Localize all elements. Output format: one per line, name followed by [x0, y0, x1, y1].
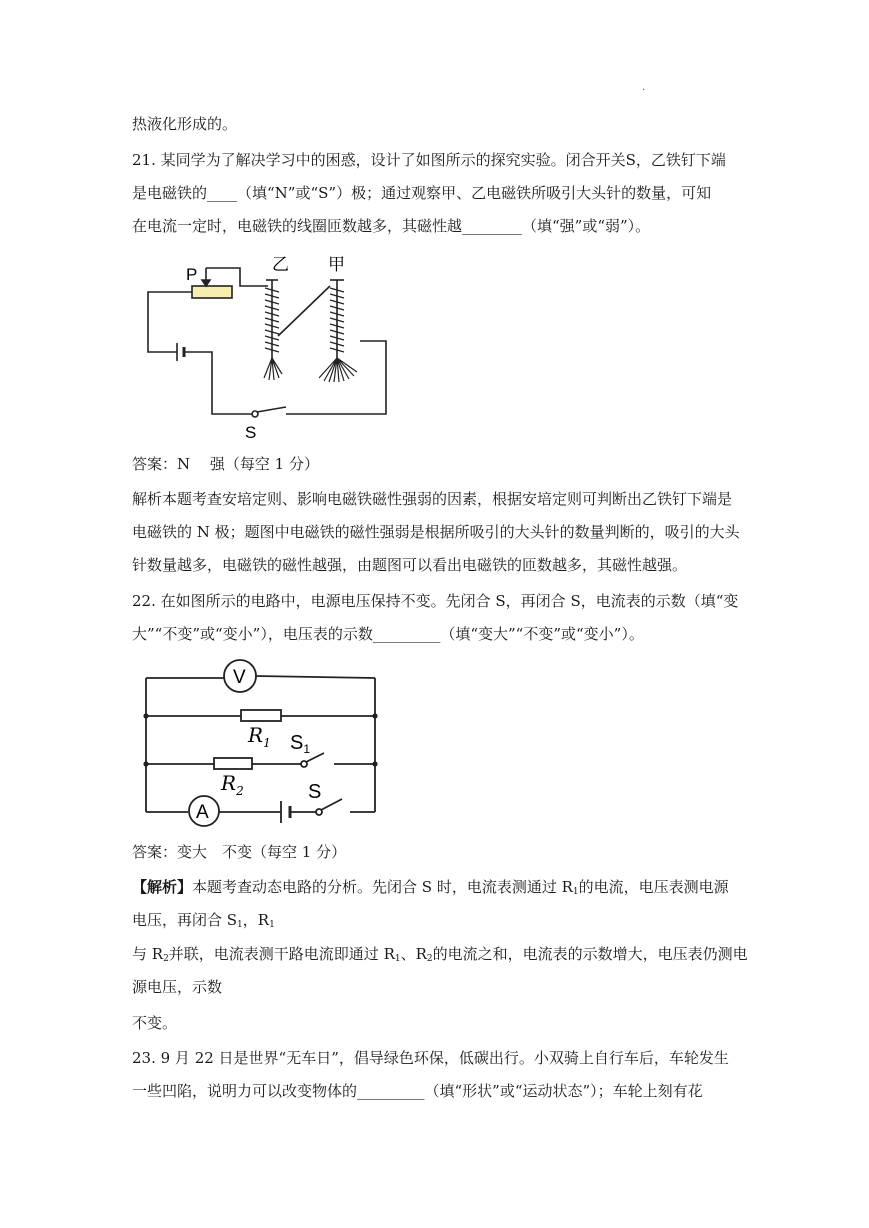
question-21-line-1: 21. 某同学为了解决学习中的困惑，设计了如图所示的探究实验。闭合开关S，乙铁钉下端 — [132, 151, 726, 169]
voltmeter-label: V — [233, 667, 246, 688]
analysis-22-line-1: 【解析】本题考查动态电路的分析。先闭合 S 时，电流表测通过 $R_1$的电流，电压表测电源 — [132, 878, 729, 897]
question-23-line-1: 23. 9 月 22 日是世界“无车日”，倡导绿色环保，低碳出行。小双骑上自行车后，车轮发生 — [132, 1049, 729, 1067]
analysis-22-line-4: 源电压，示数 — [132, 978, 223, 996]
s1-label: $S_1$ — [290, 732, 311, 756]
analysis-22-line-3: 与 $R_2$并联，电流表测干路电流即通过 $R_1$、$R_2$的电流之和，电流表的示数增大，电压表仍测电 — [132, 945, 748, 964]
question-23-line-2: 一些凹陷，说明力可以改变物体的_________（填“形状”或“运动状态”）；车轮上刻有花 — [132, 1082, 703, 1100]
fig1-label-s: S — [245, 423, 257, 442]
ammeter-label: A — [196, 802, 209, 823]
question-22-line-1: 22. 在如图所示的电路中，电源电压保持不变。先闭合 S，再闭合 S，电流表的示数（填“变 — [132, 592, 739, 610]
analysis-21-line-3: 针数量越多，电磁铁的磁性越强，由题图可以看出电磁铁的匝数越多，其磁性越强。 — [132, 556, 688, 574]
analysis-21-line-1: 解析本题考查安培定则、影响电磁铁磁性强弱的因素，根据安培定则可判断出乙铁钉下端是 — [132, 490, 733, 508]
answer-21: 答案：N 强（每空 1 分） — [132, 455, 319, 473]
analysis-21-line-2: 电磁铁的 N 极；题图中电磁铁的磁性强弱是根据所吸引的大头针的数量判断的，吸引的大头 — [132, 523, 740, 541]
text-line-prev: 热液化形成的。 — [132, 115, 238, 133]
r2-label: $R_2$ — [221, 771, 244, 798]
analysis-22-line-2: 电压，再闭合 $S_1$，$R_1$ — [132, 911, 275, 930]
question-21-line-3: 在电流一定时，电磁铁的线圈匝数越多，其磁性越________（填“强”或“弱”）。 — [132, 217, 651, 235]
r1-label: $R_1$ — [248, 723, 271, 750]
top-mark: . — [642, 82, 646, 93]
fig1-label-p: P — [186, 265, 198, 284]
fig1-label-yi: 乙 — [272, 255, 289, 275]
fig1-label-jia: 甲 — [328, 255, 345, 275]
s-label: S — [308, 781, 322, 803]
dynamic-circuit-figure — [138, 656, 388, 831]
question-22-line-2: 大”“不变”或“变小”），电压表的示数_________（填“变大”“不变”或“变小”）。 — [132, 625, 644, 643]
question-21-line-2: 是电磁铁的____（填“N”或“S”）极；通过观察甲、乙电磁铁所吸引大头针的数量，可知 — [132, 184, 712, 202]
answer-22: 答案：变大 不变（每空 1 分） — [132, 843, 347, 861]
analysis-22-line-5: 不变。 — [132, 1014, 178, 1032]
electromagnet-circuit-figure — [140, 246, 400, 446]
